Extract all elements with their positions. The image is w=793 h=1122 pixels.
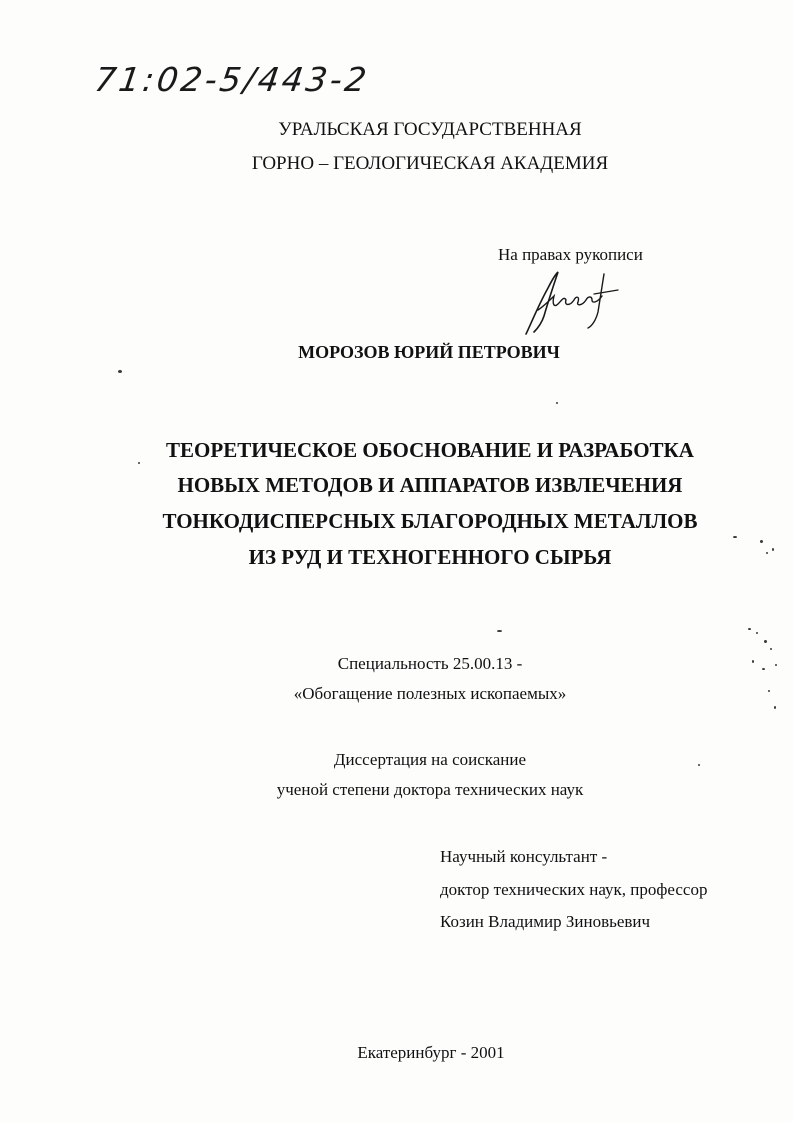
scan-speck: [756, 632, 758, 634]
scan-speck: [764, 640, 767, 643]
dissertation-title-line: ТОНКОДИСПЕРСНЫХ БЛАГОРОДНЫХ МЕТАЛЛОВ: [162, 509, 698, 533]
dissertation-type: Диссертация на соискание: [333, 750, 527, 769]
degree-sought: ученой степени доктора технических наук: [276, 780, 584, 799]
scan-speck: [748, 628, 751, 630]
scan-speck: [752, 660, 754, 663]
archive-number: 71:02-5/443-2: [92, 60, 372, 99]
scan-speck: [775, 664, 777, 666]
dissertation-title-line: ИЗ РУД И ТЕХНОГЕННОГО СЫРЬЯ: [248, 545, 612, 569]
specialty-name: «Обогащение полезных ископаемых»: [293, 684, 567, 703]
scan-speck: [556, 402, 558, 404]
scan-speck: [733, 536, 737, 538]
author-name: МОРОЗОВ ЮРИЙ ПЕТРОВИЧ: [298, 342, 560, 362]
scan-speck: [762, 668, 765, 670]
consultant-degree: доктор технических наук, профессор: [440, 880, 708, 899]
institution-line-1: УРАЛЬСКАЯ ГОСУДАРСТВЕННАЯ: [278, 119, 582, 140]
city-year: Екатеринбург - 2001: [357, 1043, 505, 1062]
rights-note: На правах рукописи: [498, 245, 643, 264]
consultant-heading: Научный консультант -: [440, 847, 608, 866]
scan-speck: [770, 648, 772, 650]
dissertation-title-line: ТЕОРЕТИЧЕСКОЕ ОБОСНОВАНИЕ И РАЗРАБОТКА: [166, 438, 694, 462]
dissertation-title-line: НОВЫХ МЕТОДОВ И АППАРАТОВ ИЗВЛЕЧЕНИЯ: [177, 473, 683, 497]
specialty-code: Специальность 25.00.13 -: [337, 654, 523, 673]
scan-speck: [118, 370, 122, 373]
institution-line-2: ГОРНО – ГЕОЛОГИЧЕСКАЯ АКАДЕМИЯ: [251, 153, 609, 174]
scan-speck: [774, 706, 776, 709]
scan-speck: [138, 462, 140, 464]
scan-speck: [766, 552, 768, 554]
consultant-name: Козин Владимир Зиновьевич: [440, 912, 651, 931]
scan-speck: [772, 548, 774, 551]
scan-speck: [698, 764, 700, 766]
scan-speck: [497, 630, 502, 632]
scan-speck: [768, 690, 770, 692]
author-signature: [508, 266, 628, 338]
scan-speck: [760, 540, 763, 543]
